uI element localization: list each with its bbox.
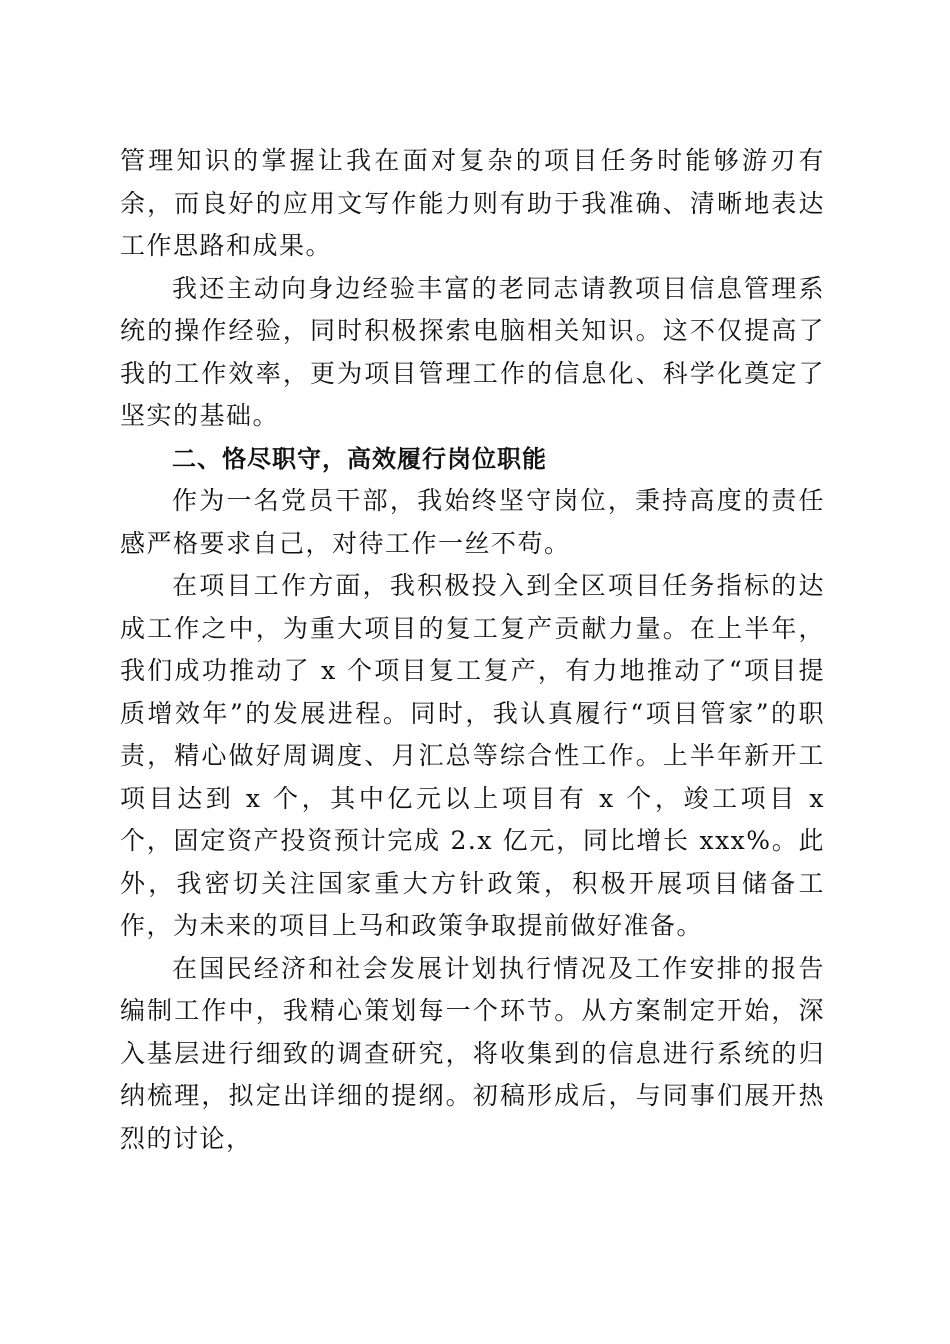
paragraph-project-work: 在项目工作方面，我积极投入到全区项目任务指标的达成工作之中，为重大项目的复工复产贡献力量。在上半年，我们成功推动了 x 个项目复工复产，有力地推动了“项目提质增效年”的发展进程。同时，我认真履行“项目管家”的职责，精心做好周调度、月汇总等综合性工作。上半年新开工项目达到 x 个，其中亿元以上项目有 x 个，竣工项目 x 个，固定资产投资预计完成 2.x 亿元，同比增长 xxx%。此外，我密切关注国家重大方针政策，积极开展项目储备工作，为未来的项目上马和政策争取提前做好准备。 <box>120 571 825 940</box>
paragraph-continuation: 管理知识的掌握让我在面对复杂的项目任务时能够游刃有余，而良好的应用文写作能力则有助于我准确、清晰地表达工作思路和成果。 <box>120 146 825 260</box>
paragraph-system-experience: 我还主动向身边经验丰富的老同志请教项目信息管理系统的操作经验，同时积极探索电脑相关知识。这不仅提高了我的工作效率，更为项目管理工作的信息化、科学化奠定了坚实的基础。 <box>120 273 825 430</box>
section-heading: 二、恪尽职守，高效履行岗位职能 <box>172 444 547 473</box>
paragraph-party-cadre: 作为一名党员干部，我始终坚守岗位，秉持高度的责任感严格要求自己，对待工作一丝不苟。 <box>120 486 825 558</box>
document-body <box>120 140 825 1160</box>
paragraph-report-compilation: 在国民经济和社会发展计划执行情况及工作安排的报告编制工作中，我精心策划每一个环节。从方案制定开始，深入基层进行细致的调查研究，将收集到的信息进行系统的归纳梳理，拟定出详细的提纲。初稿形成后，与同事们展开热烈的讨论， <box>120 953 825 1153</box>
